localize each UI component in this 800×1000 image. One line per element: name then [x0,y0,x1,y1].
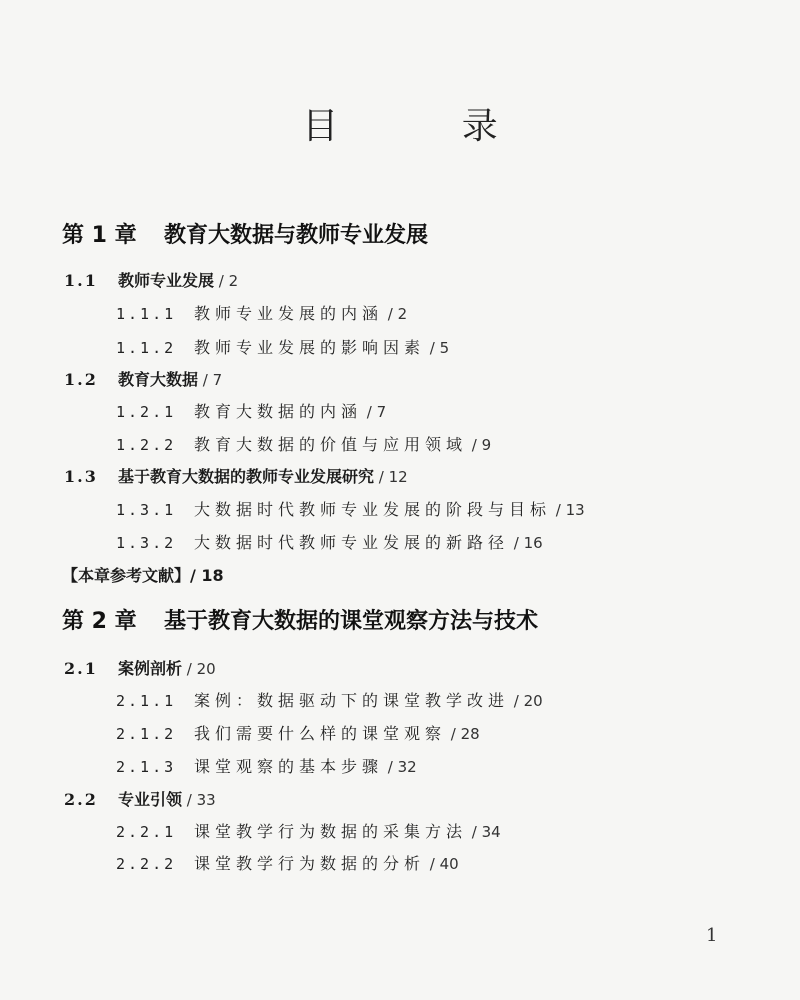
chapter-title: 基于教育大数据的课堂观察方法与技术 [164,609,539,634]
subsection-title: 教师专业发展的内涵 [194,304,384,323]
chapter-heading [62,604,538,635]
section-number: 2.2 [64,790,98,809]
page-folio: 1 [706,925,718,946]
subsection-entry[interactable] [116,688,543,711]
section-entry[interactable] [64,464,408,487]
chapter-title: 教育大数据与教师专业发展 [164,223,429,248]
page-number: / 20 [182,660,216,678]
subsection-entry[interactable] [116,851,459,874]
page-number: / 33 [182,791,216,809]
subsection-entry[interactable] [116,721,480,744]
page-number: / 28 [446,725,480,743]
subsection-entry[interactable] [116,399,386,422]
page-number: / 7 [198,371,223,389]
subsection-entry[interactable] [116,754,417,777]
page-number: / 20 [509,692,543,710]
section-number: 1.1 [64,271,98,290]
subsection-number: 1.2.1 [116,403,177,421]
subsection-title: 课堂教学行为数据的分析 [194,854,426,873]
subsection-number: 2.1.2 [116,725,177,743]
section-title: 专业引领 [118,790,183,809]
page-number: / 7 [362,403,387,421]
page-number: / 13 [551,501,585,519]
page-number: / 32 [383,758,417,776]
section-title: 教育大数据 [118,370,199,389]
subsection-number: 1.2.2 [116,436,177,454]
section-entry[interactable] [64,367,222,390]
chapter-number: 第 2 章 [62,609,137,634]
page-number: / 5 [425,339,450,357]
subsection-title: 我们需要什么样的课堂观察 [194,724,447,743]
subsection-number: 1.3.2 [116,534,177,552]
page-number: / 2 [214,272,239,290]
section-entry[interactable] [64,787,216,810]
subsection-number: 2.1.1 [116,692,177,710]
section-entry[interactable] [64,268,238,291]
subsection-title: 教育大数据的价值与应用领域 [194,435,468,454]
page-number: / 40 [425,855,459,873]
section-title: 案例剖析 [118,659,183,678]
subsection-number: 1.3.1 [116,501,177,519]
subsection-entry[interactable] [116,497,585,520]
subsection-title: 课堂教学行为数据的采集方法 [194,822,468,841]
section-number: 1.3 [64,467,98,486]
subsection-title: 教师专业发展的影响因素 [194,338,426,357]
subsection-title: 案例：数据驱动下的课堂教学改进 [194,691,510,710]
subsection-title: 大数据时代教师专业发展的新路径 [194,533,510,552]
page-number: / 12 [374,468,408,486]
section-title: 教师专业发展 [118,271,215,290]
subsection-entry[interactable] [116,301,407,324]
subsection-title: 大数据时代教师专业发展的阶段与目标 [194,500,552,519]
chapter-number: 第 1 章 [62,223,137,248]
subsection-title: 课堂观察的基本步骤 [194,757,384,776]
chapter-heading [62,218,428,249]
subsection-entry[interactable] [116,432,491,455]
section-title: 基于教育大数据的教师专业发展研究 [118,467,375,486]
subsection-number: 1.1.2 [116,339,177,357]
page-number: / 16 [509,534,543,552]
section-number: 1.2 [64,370,98,389]
page-title: 目 录 [302,106,554,147]
subsection-number: 2.2.2 [116,855,177,873]
section-number: 2.1 [64,659,98,678]
page-number: / 9 [467,436,492,454]
subsection-entry[interactable] [116,335,449,358]
page-number: / 2 [383,305,408,323]
subsection-number: 1.1.1 [116,305,177,323]
subsection-title: 教育大数据的内涵 [194,402,363,421]
page-number: / 34 [467,823,501,841]
subsection-number: 2.1.3 [116,758,177,776]
chapter-references[interactable]: 【本章参考文献】/ 18 [62,566,224,585]
subsection-entry[interactable] [116,530,543,553]
subsection-entry[interactable] [116,819,501,842]
section-entry[interactable] [64,656,216,679]
subsection-number: 2.2.1 [116,823,177,841]
